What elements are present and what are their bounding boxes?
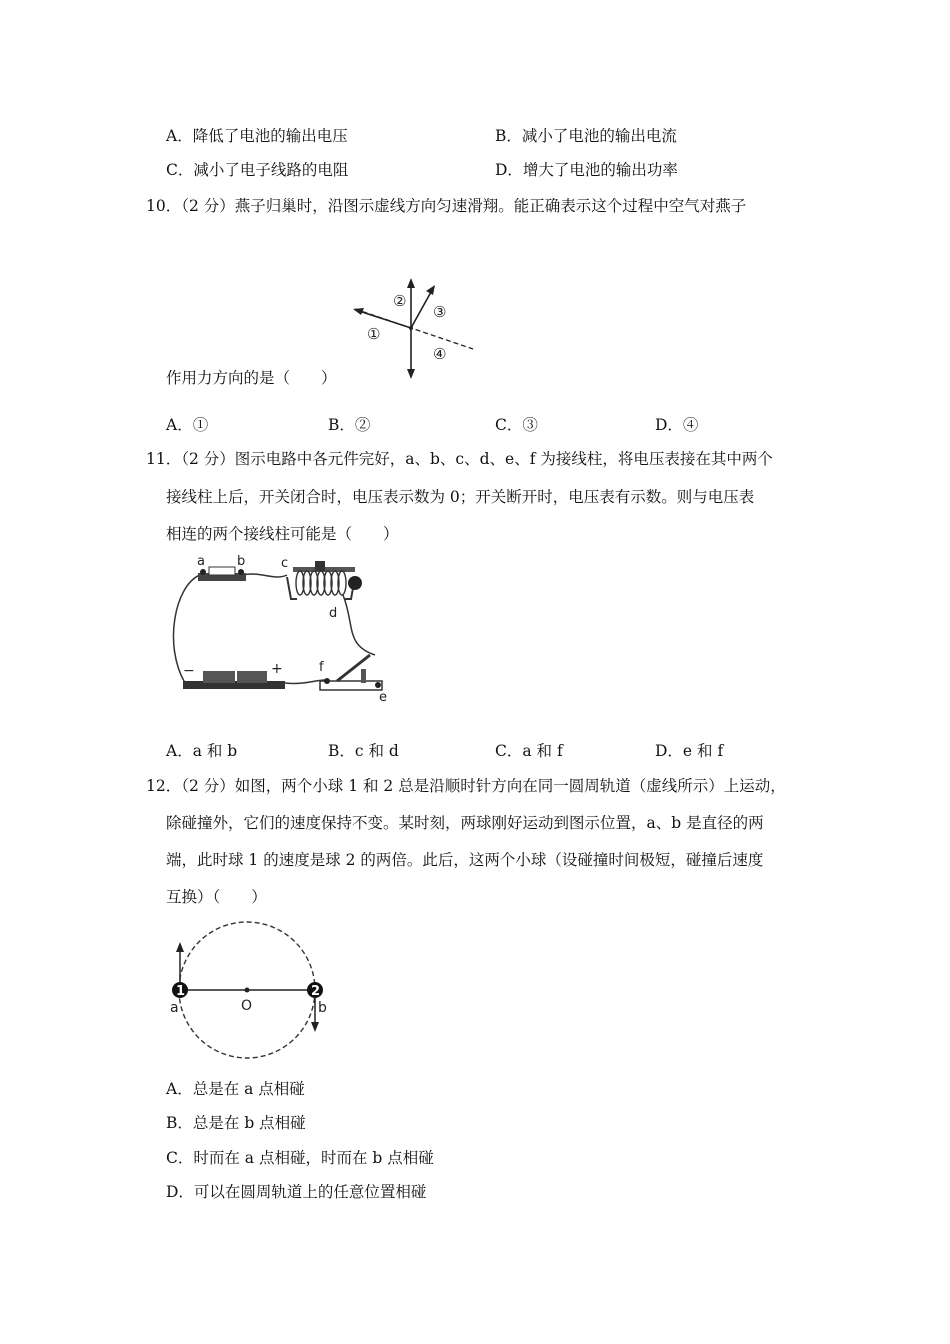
q10-option-b: B．② <box>328 416 371 434</box>
q12-stem-line3: 端，此时球 1 的速度是球 2 的两倍。此后，这两个小球（设碰撞时间极短，碰撞后速度 <box>166 851 764 869</box>
q10-option-a: A．① <box>166 416 209 434</box>
arrow-3-head <box>426 285 435 295</box>
q11-stem-line1: 11．（2 分）图示电路中各元件完好，a、b、c、d、e、f 为接线柱，将电压表接在其中两个 <box>146 450 773 468</box>
label-a: a <box>197 555 205 569</box>
q12-option-d: D．可以在圆周轨道上的任意位置相碰 <box>166 1183 427 1201</box>
q11-circuit-figure <box>165 555 395 705</box>
label-plus: + <box>271 661 283 677</box>
q11-option-c: C．a 和 f <box>495 742 563 760</box>
label-c: c <box>281 556 289 571</box>
label-point-b: b <box>318 1000 327 1016</box>
q10-force-figure <box>345 275 480 385</box>
label-e: e <box>379 690 387 705</box>
battery-cell-2 <box>237 671 267 683</box>
q11-option-b: B．c 和 d <box>328 742 399 760</box>
q12-stem-line1: 12．（2 分）如图，两个小球 1 和 2 总是沿顺时针方向在同一圆周轨道（虚线所示）上运动， <box>146 777 786 795</box>
wire-d-to-switch <box>343 595 375 655</box>
arrow-3 <box>411 292 431 328</box>
q9-option-d: D．增大了电池的输出功率 <box>495 161 678 179</box>
terminal-a <box>200 569 206 575</box>
label-d: d <box>329 606 338 621</box>
label-3: ③ <box>433 303 447 321</box>
q10-option-d: D．④ <box>655 416 699 434</box>
ball-1-label: 1 <box>176 984 186 999</box>
terminal-f <box>324 678 330 684</box>
arrow-1-head <box>353 308 364 315</box>
q9-option-c: C．减小了电子线路的电阻 <box>166 161 349 179</box>
q12-stem-line2: 除碰撞外，它们的速度保持不变。某时刻，两球刚好运动到图示位置，a、b 是直径的两 <box>166 814 764 832</box>
rheostat-end-cap <box>348 576 362 590</box>
q12-option-a: A．总是在 a 点相碰 <box>166 1080 305 1098</box>
label-center-o: O <box>241 998 253 1014</box>
q9-option-a: A．降低了电池的输出电压 <box>166 127 348 145</box>
q11-stem-line3: 相连的两个接线柱可能是（ ） <box>166 525 399 543</box>
label-point-a: a <box>170 1000 179 1016</box>
wire-b-to-c <box>243 574 287 577</box>
arrow-4-head <box>407 369 415 379</box>
rheostat-slider <box>315 561 325 571</box>
center-dot <box>245 988 250 993</box>
battery-cell-1 <box>203 671 235 683</box>
label-minus: − <box>183 663 195 679</box>
lamp-body <box>209 567 235 575</box>
q11-stem-line2: 接线柱上后，开关闭合时，电压表示数为 0；开关断开时，电压表有示数。则与电压表 <box>166 488 755 506</box>
q12-circle-figure <box>165 920 340 1065</box>
rheostat-coil <box>296 571 346 595</box>
label-4: ④ <box>433 345 447 363</box>
q9-option-b: B．减小了电池的输出电流 <box>495 127 677 145</box>
q12-option-b: B．总是在 b 点相碰 <box>166 1114 306 1132</box>
label-2: ② <box>393 292 407 310</box>
ball2-velocity-arrow-head <box>311 1022 319 1032</box>
label-f: f <box>319 660 324 675</box>
q11-option-a: A．a 和 b <box>166 742 238 760</box>
label-b: b <box>237 555 246 569</box>
terminal-b <box>238 569 244 575</box>
ball-2-label: 2 <box>311 984 321 999</box>
arrow-2-head <box>407 278 415 288</box>
ball1-velocity-arrow-head <box>176 942 184 952</box>
label-1: ① <box>367 325 381 343</box>
origin-dot <box>409 326 413 330</box>
q10-stem-line1: 10．（2 分）燕子归巢时，沿图示虚线方向匀速滑翔。能正确表示这个过程中空气对燕子 <box>146 197 747 215</box>
q12-stem-line4: 互换）（ ） <box>166 888 267 906</box>
terminal-e <box>375 682 381 688</box>
q10-stem-line2: 作用力方向的是（ ） <box>166 369 337 387</box>
switch-post <box>361 669 366 683</box>
wire-battery-to-f <box>285 680 325 683</box>
q10-option-c: C．③ <box>495 416 538 434</box>
q12-option-c: C．时而在 a 点相碰，时而在 b 点相碰 <box>166 1149 434 1167</box>
q11-option-d: D．e 和 f <box>655 742 724 760</box>
